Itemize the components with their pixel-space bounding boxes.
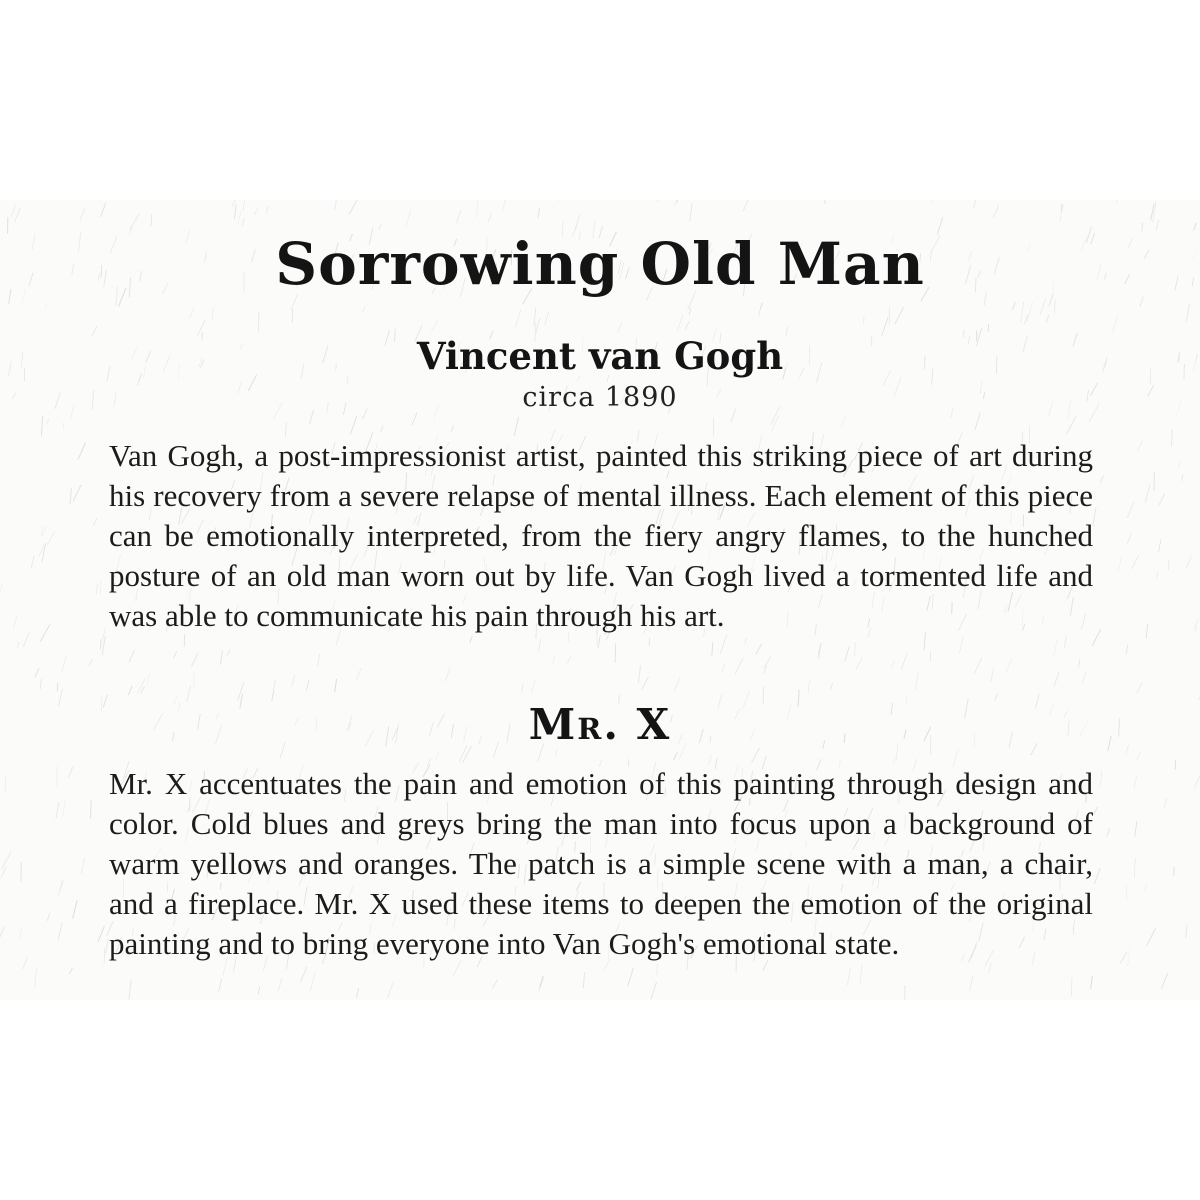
info-card <box>0 200 1200 1000</box>
artist-name: Vincent van Gogh <box>416 334 784 378</box>
artwork-description: Van Gogh, a post-impressionist artist, painted this striking piece of art during his recovery from a severe relapse of mental illness. Each element of this piece can be emotionally interpreted, from the fiery angry flames, to the hunched posture of an old man worn out by life. Van Gogh lived a tormented life and was able to communicate his pain through his art. <box>109 438 1093 633</box>
artwork-date: circa 1890 <box>522 382 678 413</box>
interpretation-text: Mr. X accentuates the pain and emotion of this painting through design and color. Cold blues and greys bring the man into focus upon a background of warm yellows and oranges. The patch is a simple scene with a man, a chair, and a fireplace. Mr. X used these items to deepen the emotion of the original painting and to bring everyone into Van Gogh's emotional state. <box>109 766 1093 961</box>
interpretation-heading: Mr. X <box>528 700 672 749</box>
artwork-title: Sorrowing Old Man <box>275 230 925 298</box>
card-content <box>0 200 1200 1000</box>
